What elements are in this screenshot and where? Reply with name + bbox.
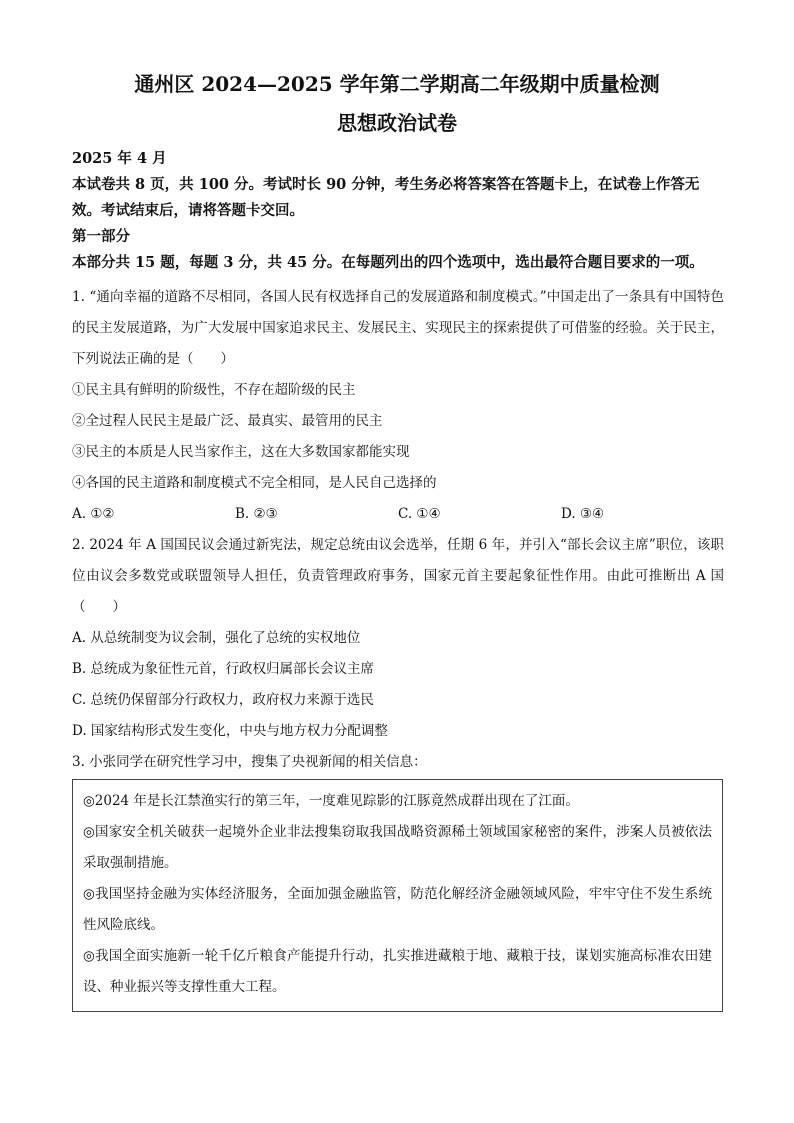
option-a: A. ①②: [72, 506, 115, 522]
exam-subject-title: 思想政治试卷: [337, 111, 457, 135]
option-b: B. 总统成为象征性元首，行政权归属部长会议主席: [72, 661, 375, 677]
news-item: ◎我国坚持金融为实体经济服务，全面加强金融监管，防范化解经济金融领域风险，牢牢守住不发生系统性风险底线。: [83, 886, 712, 933]
exam-date: 2025 年 4 月: [72, 150, 167, 167]
statement-item: ④各国的民主道路和制度模式不完全相同，是人民自己选择的: [72, 475, 437, 491]
section-description: 本部分共 15 题，每题 3 分，共 45 分。在每题列出的四个选项中，选出最符合题目要求的一项。: [72, 254, 704, 271]
question-stem: 1. “通向幸福的道路不尽相同，各国人民有权选择自己的发展道路和制度模式。”中国走出了一条具有中国特色的民主发展道路，为广大发展中国家追求民主、发展民主、实现民主的探索提供了可借鉴的经验。关于民主，下列说法正确的是（ ）: [72, 289, 724, 367]
option-c: C. 总统仍保留部分行政权力，政府权力来源于选民: [72, 692, 374, 708]
news-info-box: [72, 779, 723, 1012]
question-3: [72, 747, 724, 1012]
question-1: [72, 282, 724, 530]
option-d: D. 国家结构形式发生变化，中央与地方权力分配调整: [72, 723, 388, 739]
statement-item: ③民主的本质是人民当家作主，这在大多数国家都能实现: [72, 444, 410, 460]
exam-content: [72, 146, 724, 1012]
exam-instructions: 本试卷共 8 页，共 100 分。考试时长 90 分钟，考生务必将答案答在答题卡上，在试卷上作答无效。考试结束后，请将答题卡交回。: [72, 176, 700, 219]
exam-title: 通州区 2024—2025 学年第二学期高二年级期中质量检测: [134, 72, 660, 96]
option-a: A. 从总统制变为议会制，强化了总统的实权地位: [72, 630, 361, 646]
question-stem: 2. 2024 年 A 国国民议会通过新宪法，规定总统由议会选举，任期 6 年，并引入“部长会议主席”职位，该职位由议会多数党或联盟领导人担任，负责管理政府事务，国家元首主要起象征性作用。由此可推断出 A 国（ ）: [72, 537, 724, 615]
answer-options: [72, 499, 724, 530]
news-item: ◎2024 年是长江禁渔实行的第三年，一度难见踪影的江豚竟然成群出现在了江面。: [83, 793, 579, 809]
question-stem: 3. 小张同学在研究性学习中，搜集了央视新闻的相关信息：: [72, 754, 427, 770]
option-d: D. ③④: [561, 506, 605, 522]
statement-item: ①民主具有鲜明的阶级性，不存在超阶级的民主: [72, 382, 356, 398]
question-2: [72, 530, 724, 747]
section-name: 第一部分: [72, 228, 130, 245]
option-c: C. ①④: [398, 506, 441, 522]
news-item: ◎我国全面实施新一轮千亿斤粮食产能提升行动，扎实推进藏粮于地、藏粮于技，谋划实施高标准农田建设、种业振兴等支撑性重大工程。: [83, 948, 712, 995]
statement-item: ②全过程人民民主是最广泛、最真实、最管用的民主: [72, 413, 383, 429]
option-b: B. ②③: [235, 506, 278, 522]
news-item: ◎国家安全机关破获一起境外企业非法搜集窃取我国战略资源稀土领域国家秘密的案件，涉案人员被依法采取强制措施。: [83, 824, 712, 871]
